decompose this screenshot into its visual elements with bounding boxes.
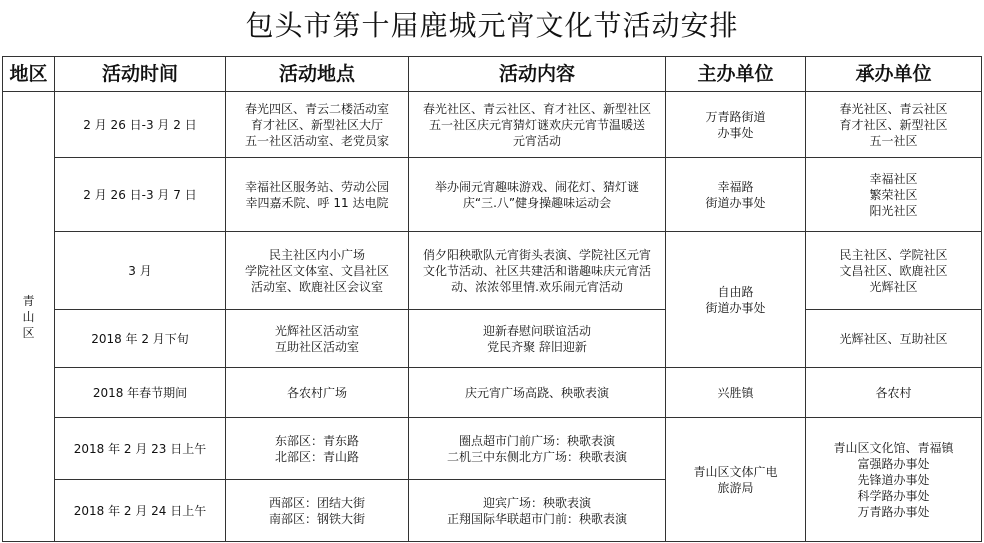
place-cell: 春光四区、青云二楼活动室 育才社区、新型社区大厅 五一社区活动室、老党员家 <box>226 92 409 158</box>
place-cell: 西部区：团结大街 南部区：钢铁大街 <box>226 480 409 542</box>
header-region: 地区 <box>3 57 55 92</box>
organizer-cell: 兴胜镇 <box>666 368 806 418</box>
organizer-cell: 青山区文体广电 旅游局 <box>666 418 806 542</box>
undertaker-cell: 青山区文化馆、青福镇 富强路办事处 先锋道办事处 科学路办事处 万青路办事处 <box>806 418 982 542</box>
organizer-cell: 万青路街道 办事处 <box>666 92 806 158</box>
place-cell: 幸福社区服务站、劳动公园 幸四嘉禾院、呼 11 达电院 <box>226 158 409 232</box>
time-cell: 2 月 26 日-3 月 2 日 <box>55 92 226 158</box>
undertaker-cell: 春光社区、青云社区 育才社区、新型社区 五一社区 <box>806 92 982 158</box>
header-time: 活动时间 <box>55 57 226 92</box>
content-cell: 迎新春慰问联谊活动 党民齐聚 辞旧迎新 <box>409 310 666 368</box>
content-cell: 俏夕阳秧歌队元宵街头表演、学院社区元宵 文化节活动、社区共建活和谐趣味庆元宵活 动、浓浓邻里情.欢乐闹元宵活动 <box>409 232 666 310</box>
time-cell: 2 月 26 日-3 月 7 日 <box>55 158 226 232</box>
header-row <box>3 57 982 92</box>
place-cell: 民主社区内小广场 学院社区文体室、文昌社区 活动室、欧鹿社区会议室 <box>226 232 409 310</box>
header-organizer: 主办单位 <box>666 57 806 92</box>
organizer-cell: 自由路 街道办事处 <box>666 232 806 368</box>
table-row <box>3 158 982 232</box>
content-cell: 迎宾广场：秧歌表演 正翔国际华联超市门前：秧歌表演 <box>409 480 666 542</box>
place-cell: 各农村广场 <box>226 368 409 418</box>
header-content: 活动内容 <box>409 57 666 92</box>
content-cell: 圈点超市门前广场：秧歌表演 二机三中东侧北方广场：秧歌表演 <box>409 418 666 480</box>
place-cell: 东部区：青东路 北部区：青山路 <box>226 418 409 480</box>
place-cell: 光辉社区活动室 互助社区活动室 <box>226 310 409 368</box>
document-title: 包头市第十届鹿城元宵文化节活动安排 <box>245 9 739 42</box>
table-row <box>3 232 982 310</box>
table-row <box>3 368 982 418</box>
header-undertaker: 承办单位 <box>806 57 982 92</box>
time-cell: 2018 年 2 月 23 日上午 <box>55 418 226 480</box>
undertaker-cell: 光辉社区、互助社区 <box>806 310 982 368</box>
table-row <box>3 92 982 158</box>
region-cell: 青 山 区 <box>3 92 55 542</box>
undertaker-cell: 幸福社区 繁荣社区 阳光社区 <box>806 158 982 232</box>
content-cell: 举办闹元宵趣味游戏、闹花灯、猜灯谜 庆“三.八”健身操趣味运动会 <box>409 158 666 232</box>
time-cell: 2018 年 2 月 24 日上午 <box>55 480 226 542</box>
undertaker-cell: 民主社区、学院社区 文昌社区、欧鹿社区 光辉社区 <box>806 232 982 310</box>
time-cell: 2018 年春节期间 <box>55 368 226 418</box>
time-cell: 2018 年 2 月下旬 <box>55 310 226 368</box>
content-cell: 春光社区、青云社区、育才社区、新型社区 五一社区庆元宵猜灯谜欢庆元宵节温暖送 元宵活动 <box>409 92 666 158</box>
schedule-table <box>2 56 982 542</box>
content-cell: 庆元宵广场高跷、秧歌表演 <box>409 368 666 418</box>
table-row <box>3 310 982 368</box>
organizer-cell: 幸福路 街道办事处 <box>666 158 806 232</box>
undertaker-cell: 各农村 <box>806 368 982 418</box>
time-cell: 3 月 <box>55 232 226 310</box>
table-row <box>3 418 982 480</box>
header-place: 活动地点 <box>226 57 409 92</box>
